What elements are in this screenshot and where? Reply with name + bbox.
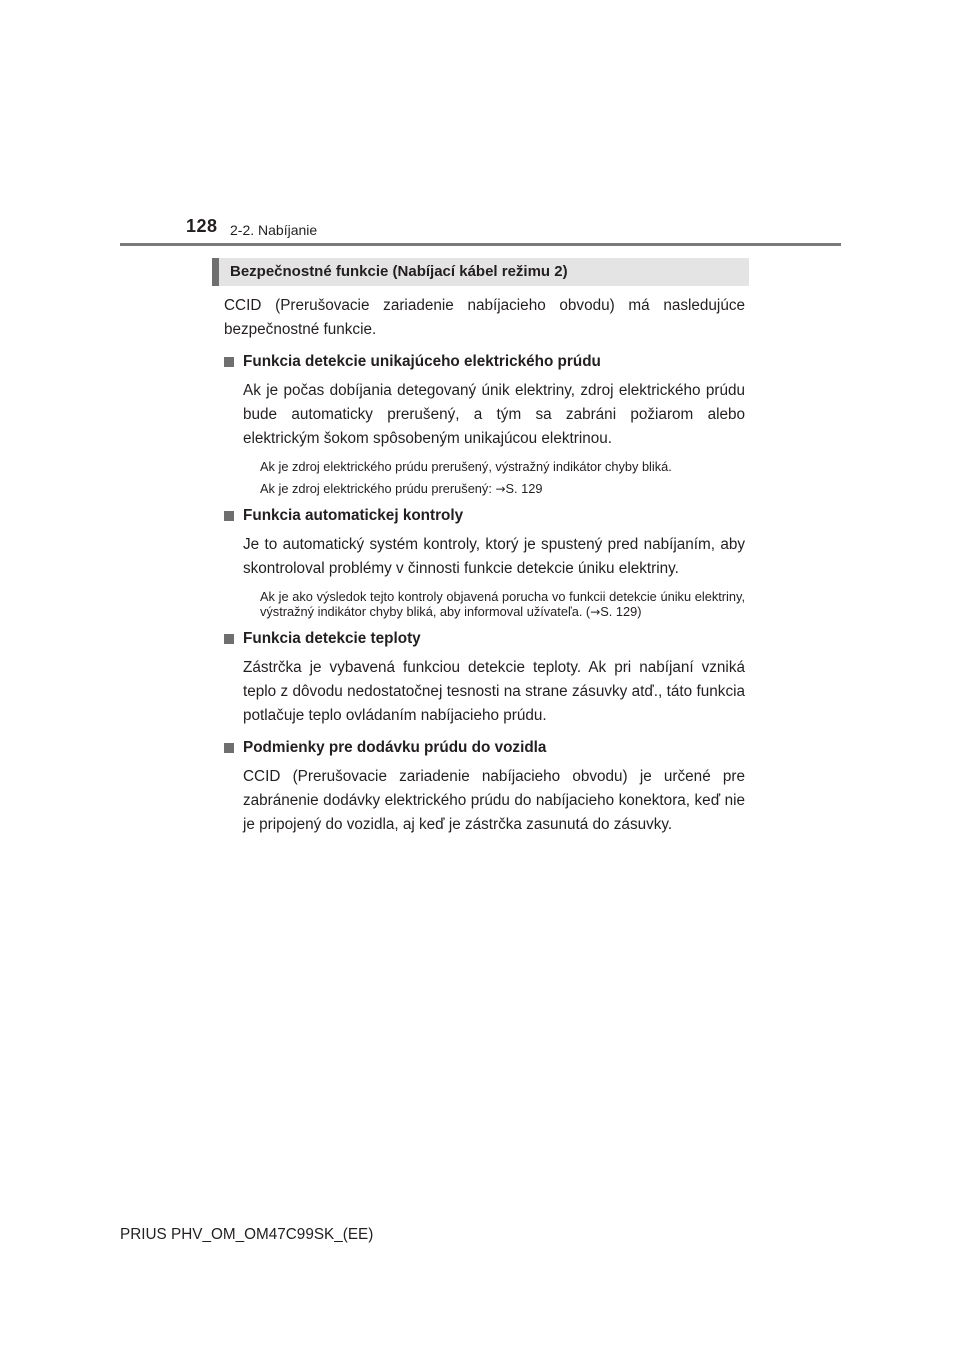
item-heading xyxy=(224,504,745,528)
item-body: Zástrčka je vybavená funkciou detekcie teploty. Ak pri nabíjaní vzniká teplo z dôvodu nedostatočnej tesnosti na strane zásuvky atď., táto funkcia potlačuje teplo ovládaním nabíjacieho prúdu. xyxy=(243,659,745,724)
item-automatic-check xyxy=(224,504,745,620)
item-heading-text: Funkcia detekcie teploty xyxy=(243,630,421,647)
item-heading-text: Funkcia automatickej kontroly xyxy=(243,507,464,524)
chapter-title: 2-2. Nabíjanie xyxy=(230,222,318,238)
item-note xyxy=(224,589,745,620)
item-note xyxy=(224,481,745,497)
page-content xyxy=(224,294,745,845)
section-heading: Bezpečnostné funkcie (Nabíjací kábel režimu 2) xyxy=(212,258,749,286)
page-reference: S. 129 xyxy=(505,481,543,496)
square-bullet-icon xyxy=(224,511,234,521)
square-bullet-icon xyxy=(224,634,234,644)
note-text: Ak je zdroj elektrického prúdu prerušený: xyxy=(260,481,496,496)
item-body: Je to automatický systém kontroly, ktorý je spustený pred nabíjaním, aby skontroloval problémy v činnosti funkcie detekcie úniku elektriny. xyxy=(243,536,745,577)
item-heading xyxy=(224,627,745,651)
item-heading-text: Podmienky pre dodávku prúdu do vozidla xyxy=(243,739,547,756)
item-heading xyxy=(224,736,745,760)
document-code-footer: PRIUS PHV_OM_OM47C99SK_(EE) xyxy=(120,1226,374,1243)
item-temperature-detection xyxy=(224,627,745,728)
item-power-supply-conditions xyxy=(224,736,745,837)
item-body: CCID (Prerušovacie zariadenie nabíjacieho obvodu) je určené pre zabránenie dodávky elektrického prúdu do nabíjacieho konektora, keď nie je pripojený do vozidla, aj keď je zástrčka zasunutá do zásuvky. xyxy=(243,768,745,833)
item-note: Ak je zdroj elektrického prúdu prerušený, výstražný indikátor chyby bliká. xyxy=(260,459,672,474)
intro-paragraph: CCID (Prerušovacie zariadenie nabíjacieho obvodu) má nasledujúce bezpečnostné funkcie. xyxy=(224,297,745,338)
page-reference: S. 129) xyxy=(600,604,642,619)
page-number: 128 xyxy=(186,216,218,236)
item-heading xyxy=(224,350,745,374)
arrow-icon: → xyxy=(495,482,506,496)
arrow-icon: → xyxy=(590,605,601,619)
item-body: Ak je počas dobíjania detegovaný únik elektriny, zdroj elektrického prúdu bude automaticky prerušený, a tým sa zabráni požiarom alebo elektrickým šokom spôsobeným unikajúcou elektrinou. xyxy=(243,382,745,447)
header-divider xyxy=(120,243,841,246)
item-heading-text: Funkcia detekcie unikajúceho elektrického prúdu xyxy=(243,353,601,370)
square-bullet-icon xyxy=(224,357,234,367)
square-bullet-icon xyxy=(224,743,234,753)
note-text: Ak je ako výsledok tejto kontroly objavená porucha vo funkcii detekcie úniku elektriny, výstražný indikátor chyby bliká, aby informoval užívateľa. ( xyxy=(260,589,745,619)
item-leakage-detection xyxy=(224,350,745,497)
